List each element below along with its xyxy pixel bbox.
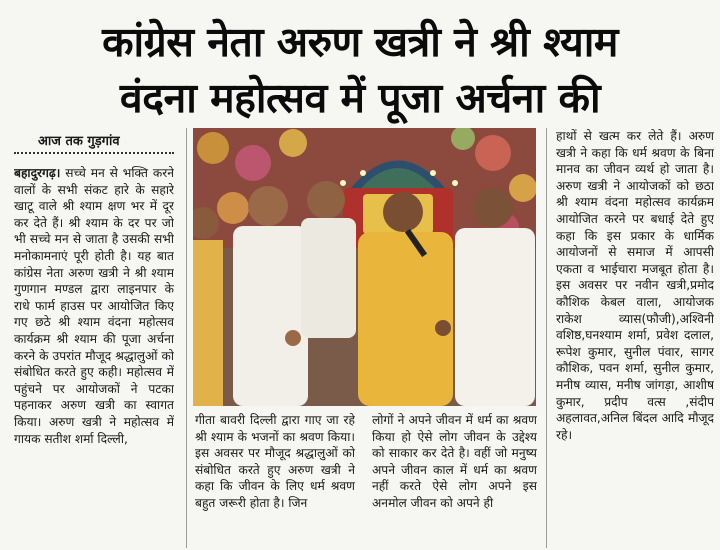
lead-place: बहादुरगढ़।	[14, 166, 61, 180]
article-text: गीता बावरी दिल्ली द्वारा गाए जा रहे श्री श्याम के भजनों का श्रवण किया। इस अवसर पर मौजूद श्रद्धालुओं को संबोधित करते हुए अरुण खत्री ने कहा कि जीवन के लिए धर्म श्रवण बहुत जरूरी होता है। जिन	[195, 413, 355, 510]
event-photo-illustration	[193, 128, 536, 406]
column-rule	[186, 128, 187, 548]
article-text: हाथों से खत्म कर लेते हैं। अरुण खत्री ने कहा कि धर्म श्रवण के बिना मानव का जीवन व्यर्थ हो जाता है। अरुण खत्री ने आयोजकों को छठा श्री श्याम वंदना महोत्सव कार्यक्रम आयोजित करने पर बधाई देते हुए कहा कि इस प्रकार के धार्मिक आयोजनों से समाज में आपसी एकता व भाईचारा मजबूत होता है। इस अवसर पर नवीन खत्री,प्रमोद कौशिक केबल वाला, आयोजक राकेश व्यास(फौजी),अश्विनी वशिष्ठ,घनश्याम शर्मा, प्रवेश दलाल, रूपेश कुमार, सुनील पंवार, सागर कौशिक, पवन शर्मा, सुनील कुमार, मनीष व्यास, मनीष जांगड़ा, आशीष कुमार, प्रदीप वत्स ,संदीप अहलावत,अनिल बिंदल आदि मौजूद रहे।	[556, 129, 714, 442]
article-text: लोगों ने अपने जीवन में धर्म का श्रवण किया हो ऐसे लोग जीवन के उद्देश्य को साकार कर देते है। वहीं जो मनुष्य अपने जीवन काल में धर्म का श्रवण नहीं करते ऐसे लोग अपने इस अनमोल जीवन को अपने ही	[372, 413, 537, 510]
event-photo	[193, 128, 536, 406]
headline-line-2: वंदना महोत्सव में पूजा अर्चना की	[119, 74, 601, 122]
article-column-4	[556, 128, 714, 550]
article-column-1	[14, 165, 174, 550]
article-column-2	[195, 412, 355, 550]
column-rule	[546, 128, 547, 548]
article-text: सच्चे मन से भक्ति करने वालों के सभी संकट हारे के सहारे खाटू वाले श्री श्याम क्षण भर में दूर कर देते हैं। श्री श्याम के दर पर जो भी सच्चे मन से जाता है उसकी सभी मनोकामनाएं पूरी होती है। यह बात कांग्रेस नेता अरुण खत्री ने श्री श्याम गुणगान मण्डल द्वारा लाइनपार के राधे फार्म हाउस पर आयोजित किए गए छठे श्री श्याम वंदना महोत्सव कार्यक्रम श्री श्याम की पूजा अर्चना करने के उपरांत मौजूद श्रद्धालुओं को संबोधित करते हुए कही। महोत्सव में पहुंचने पर आयोजकों ने पटका पहनाकर अरुण खत्री का स्वागत किया। अरुण खत्री ने महोत्सव में गायक सतीश शर्मा दिल्ली,	[14, 166, 174, 446]
dotted-divider	[14, 152, 174, 154]
headline-line-1: कांग्रेस नेता अरुण खत्री ने श्री श्याम	[102, 18, 618, 66]
dateline: आज तक गुड़गांव	[38, 134, 120, 149]
article-column-3	[372, 412, 537, 550]
